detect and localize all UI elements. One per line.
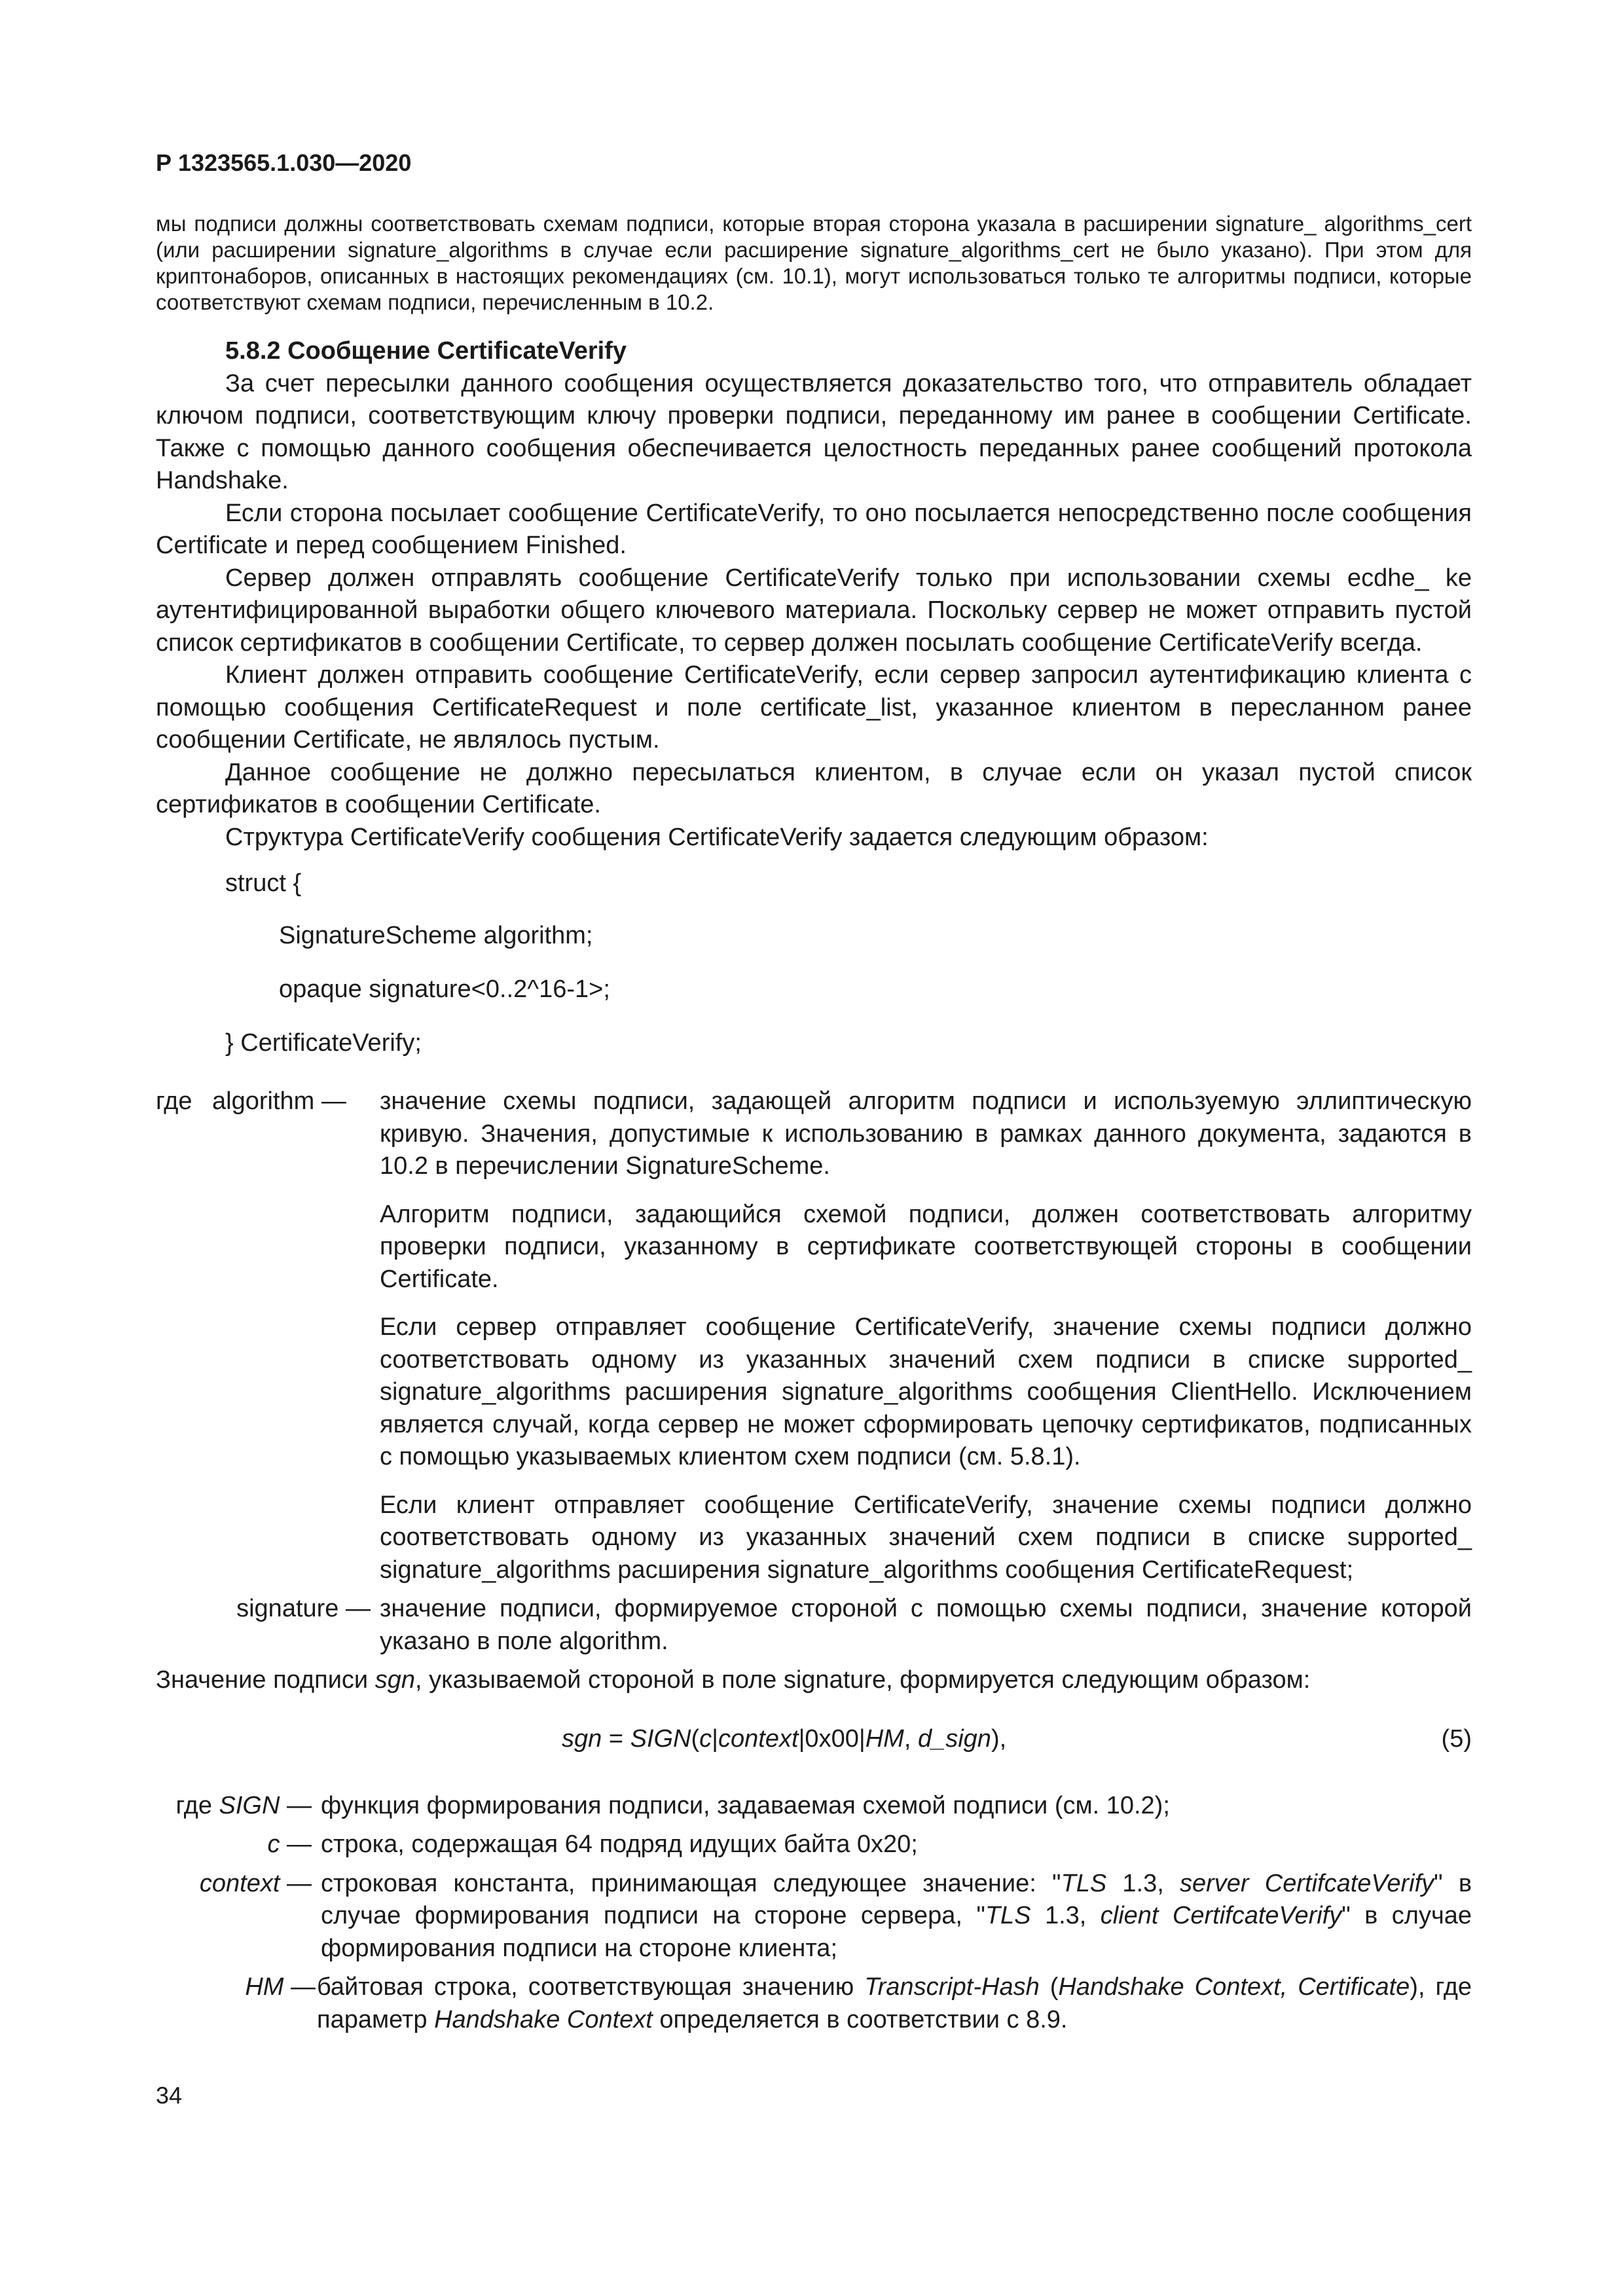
definition-algorithm [156, 1085, 1472, 1586]
signature-term: signature — [236, 1595, 371, 1622]
signature-definition: значение подписи, формируемое стороной с помощью схемы подписи, значение которой указано в поле algorithm. [380, 1595, 1472, 1655]
sgn-intro: Значение подписи sgn, указываемой стороной в поле signature, формируется следующим образом: [156, 1666, 1311, 1694]
definition-signature [156, 1593, 1472, 1658]
algorithm-def-4: Если клиент отправляет сообщение CertificateVerify, значение схемы подписи должно соответствовать одному из указанных значений схем подписи в списке supported_ signature_algorithms расширения signature_algorithms сообщения CertificateRequest; [380, 1491, 1472, 1584]
hm-definition: байтовая строка, соответствующая значению Transcript-Hash (Handshake Context, Certificate), где параметр Handshake Context определяется в соответствии с 8.9. [317, 1973, 1472, 2033]
symbol-c: c — строка, содержащая 64 подряд идущих байта 0x20; [156, 1829, 1472, 1861]
paragraph-2: Если сторона посылает сообщение CertificateVerify, то оно посылается непосредственно после сообщения Certificate и перед сообщением Finished. [156, 499, 1472, 559]
c-definition: строка, содержащая 64 подряд идущих байта 0x20; [321, 1831, 918, 1858]
code-line-2: SignatureScheme algorithm; [279, 922, 593, 949]
section-title: 5.8.2 Сообщение CertificateVerify [225, 337, 627, 365]
code-line-4: } CertificateVerify; [225, 1029, 422, 1057]
sign-definition: функция формирования подписи, задаваемая схемой подписи (см. 10.2); [321, 1791, 1170, 1819]
field-definitions [156, 1085, 1472, 1658]
algorithm-def-1: значение схемы подписи, задающей алгоритм подписи и используемую эллиптическую кривую. Значения, допустимые к использованию в рамках данного документа, задаются в 10.2 в перечислении SignatureScheme. [380, 1087, 1472, 1180]
context-definition: строковая константа, принимающая следующее значение: "TLS 1.3, server CertifcateVerify" в случае формирования подписи на стороне сервера, "TLS 1.3, client CertifcateVerify" в случае формирования подписи на стороне клиента; [321, 1869, 1472, 1962]
paragraph-5: Данное сообщение не должно пересылаться клиентом, в случае если он указал пустой список сертификатов в сообщении Certificate. [156, 758, 1472, 818]
page-number: 34 [156, 2082, 183, 2109]
document-page [156, 149, 1472, 2036]
sign-term: SIGN [219, 1791, 280, 1819]
intro-paragraph: мы подписи должны соответствовать схемам подписи, которые вторая сторона указала в расширении signature_ algorithms_cert (или расширении signature_algorithms в случае если расширение signature_algorithms_cert не было указано). При этом для криптонаборов, описанных в настоящих рекомендациях (см. 10.1), могут использоваться только те алгоритмы подписи, которые соответствуют схемам подписи, перечисленным в 10.2. [156, 211, 1472, 314]
symbol-definitions [156, 1790, 1472, 2037]
algorithm-term: algorithm — [212, 1087, 346, 1115]
context-term: context [199, 1869, 280, 1897]
code-block [156, 867, 1472, 1059]
paragraph-3: Сервер должен отправлять сообщение CertificateVerify только при использовании схемы ecdhe_ ke аутентифицированной выработки общего ключевого материала. Поскольку сервер не может отправить пустой список сертификатов в сообщении Certificate, то сервер должен посылать сообщение CertificateVerify всегда. [156, 564, 1472, 657]
symbol-sign: где SIGN — функция формирования подписи, задаваемая схемой подписи (см. 10.2); [156, 1790, 1472, 1823]
symbol-hm: HM — байтовая строка, соответствующая значению Transcript-Hash (Handshake Context, Certificate), где параметр Handshake Context определяется в соответствии с 8.9. [156, 1971, 1472, 2036]
paragraph-4: Клиент должен отправить сообщение CertificateVerify, если сервер запросил аутентификацию клиента с помощью сообщения CertificateRequest и поле certificate_list, указанное клиентом в пересланном ранее сообщении Certificate, не являлось пустым. [156, 661, 1472, 754]
paragraph-1: За счет пересылки данного сообщения осуществляется доказательство того, что отправитель обладает ключом подписи, соответствующим ключу проверки подписи, переданному им ранее в сообщении Certificate. Также с помощью данного сообщения обеспечивается целостность переданных ранее сообщений протокола Handshake. [156, 369, 1472, 494]
document-id-header: Р 1323565.1.030—2020 [156, 149, 412, 176]
formula-number: (5) [1441, 1724, 1472, 1753]
hm-term: HM [245, 1973, 284, 2001]
formula-expression: sgn = SIGN(c|context|0x00|HM, d_sign), [562, 1724, 1007, 1753]
algorithm-definition [380, 1085, 1472, 1586]
algorithm-def-3: Если сервер отправляет сообщение CertificateVerify, значение схемы подписи должно соответствовать одному из указанных значений схем подписи в списке supported_ signature_algorithms расширения signature_algorithms сообщения ClientHello. Исключением является случай, когда сервер не может сформировать цепочку сертификатов, подписанных с помощью указываемых клиентом схем подписи (см. 5.8.1). [380, 1313, 1472, 1470]
paragraph-6: Структура CertificateVerify сообщения CertificateVerify задается следующим образом: [225, 823, 1209, 851]
algorithm-def-2: Алгоритм подписи, задающийся схемой подписи, должен соответствовать алгоритму проверки подписи, указанному в сертификате соответствующей стороны в сообщении Certificate. [380, 1200, 1472, 1293]
code-line-3: opaque signature<0..2^16-1>; [279, 975, 610, 1003]
formula-5 [156, 1719, 1472, 1758]
c-term: c [267, 1831, 280, 1858]
code-line-1: struct { [225, 869, 302, 897]
symbol-context: context — строковая константа, принимающая следующее значение: "TLS 1.3, server CertifcateVerify" в случае формирования подписи на стороне сервера, "TLS 1.3, client CertifcateVerify" в случае формирования подписи на стороне клиента; [156, 1868, 1472, 1965]
where-label: где [156, 1087, 192, 1115]
